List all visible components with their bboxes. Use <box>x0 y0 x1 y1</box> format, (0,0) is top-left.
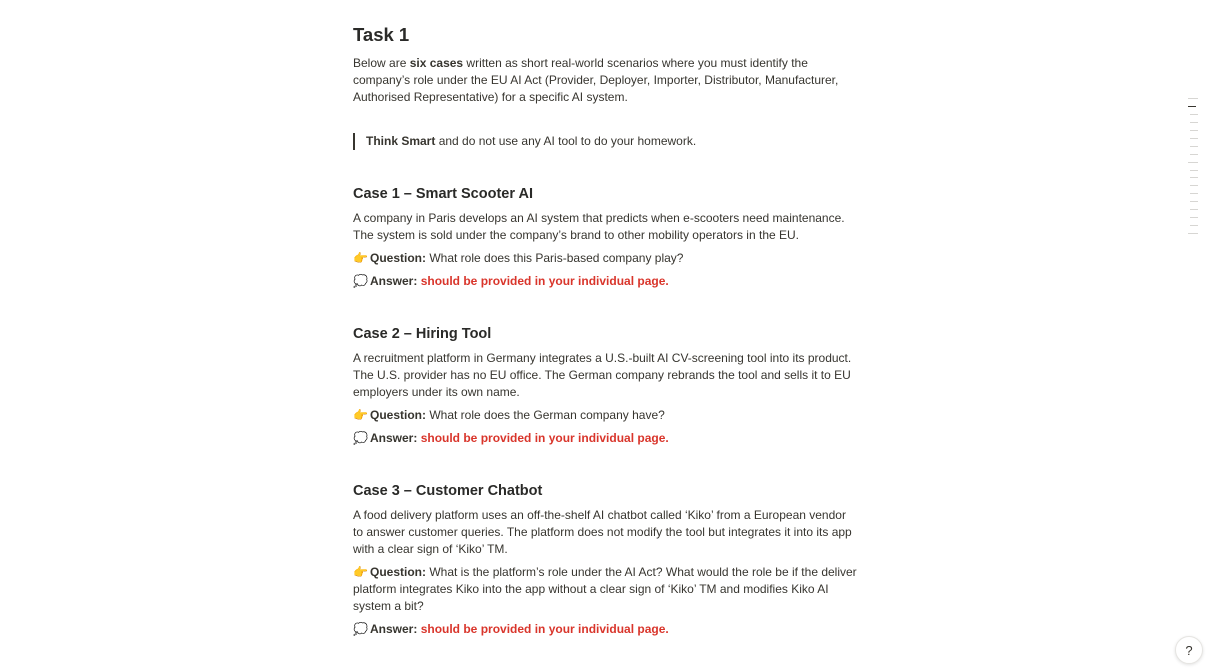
case-answer <box>353 273 858 290</box>
toc-marker[interactable] <box>1190 225 1198 226</box>
answer-label: Answer: <box>370 622 418 636</box>
toc-marker-active[interactable] <box>1188 106 1196 108</box>
case-question <box>353 407 858 424</box>
thought-bubble-icon: 💭 <box>353 622 368 636</box>
case-title: Case 1 – Smart Scooter AI <box>353 186 533 202</box>
question-label: Question: <box>370 408 426 422</box>
case-answer <box>353 430 858 447</box>
case-title: Case 3 – Customer Chatbot <box>353 483 543 499</box>
case-1 <box>353 183 858 290</box>
toc-marker[interactable] <box>1190 170 1198 171</box>
toc-marker[interactable] <box>1190 201 1198 202</box>
toc-marker[interactable] <box>1190 193 1198 194</box>
toc-marker[interactable] <box>1190 122 1198 123</box>
help-button[interactable]: ? <box>1175 636 1203 664</box>
case-description: A company in Paris develops an AI system that predicts when e-scooters need maintenance. The system is sold under the company’s brand to other mobility operators in the EU. <box>353 211 845 242</box>
question-text: What is the platform’s role under the AI Act? What would the role be if the deliver platform integrates Kiko into the app without a clear sign of ‘Kiko’ TM and modifies Kiko AI system a bit? <box>353 565 857 613</box>
toc-marker[interactable] <box>1188 233 1198 234</box>
question-text: What role does the German company have? <box>426 408 665 422</box>
case-description: A recruitment platform in Germany integrates a U.S.-built AI CV-screening tool into its product. The U.S. provider has no EU office. The German company rebrands the tool and sells it to EU employers under its own name. <box>353 351 852 399</box>
toc-marker[interactable] <box>1190 146 1198 147</box>
pointing-hand-icon: 👉 <box>353 565 368 579</box>
pointing-hand-icon: 👉 <box>353 251 368 265</box>
thought-bubble-icon: 💭 <box>353 274 368 288</box>
case-question <box>353 564 858 615</box>
table-of-contents-minimap[interactable] <box>1188 98 1198 241</box>
document-content <box>353 22 858 671</box>
intro-paragraph <box>353 55 858 106</box>
toc-marker[interactable] <box>1190 138 1198 139</box>
thought-bubble-icon: 💭 <box>353 431 368 445</box>
toc-marker[interactable] <box>1190 209 1198 210</box>
answer-text: should be provided in your individual page. <box>420 274 669 288</box>
quote-bold: Think Smart <box>366 134 436 148</box>
answer-text: should be provided in your individual page. <box>420 622 669 636</box>
quote-text: and do not use any AI tool to do your homework. <box>435 134 697 148</box>
answer-label: Answer: <box>370 431 418 445</box>
question-label: Question: <box>370 565 426 579</box>
toc-marker[interactable] <box>1190 217 1198 218</box>
toc-marker[interactable] <box>1190 177 1198 178</box>
toc-marker[interactable] <box>1188 98 1198 99</box>
case-3 <box>353 480 858 638</box>
toc-marker[interactable] <box>1190 154 1198 155</box>
intro-bold: six cases <box>409 56 464 70</box>
intro-suffix: written as short real-world scenarios where you must identify the company’s role under the EU AI Act (Provider, Deployer, Importer, Distributor, Manufacturer, Authorised Representative) for a specific AI system. <box>353 56 839 104</box>
question-label: Question: <box>370 251 426 265</box>
case-description: A food delivery platform uses an off-the-shelf AI chatbot called ‘Kiko’ from a European vendor to answer customer queries. The platform does not modify the tool but integrates it into its app with a clear sign of ‘Kiko’ TM. <box>353 508 852 556</box>
answer-text: should be provided in your individual page. <box>420 431 669 445</box>
case-2 <box>353 323 858 447</box>
answer-label: Answer: <box>370 274 418 288</box>
toc-marker[interactable] <box>1188 162 1198 163</box>
case-question <box>353 250 858 267</box>
page-title: Task 1 <box>353 24 410 45</box>
question-text: What role does this Paris-based company play? <box>426 251 684 265</box>
toc-marker[interactable] <box>1190 185 1198 186</box>
toc-marker[interactable] <box>1190 114 1198 115</box>
case-title: Case 2 – Hiring Tool <box>353 326 492 342</box>
pointing-hand-icon: 👉 <box>353 408 368 422</box>
callout-quote <box>353 133 858 150</box>
intro-prefix: Below are <box>353 56 410 70</box>
toc-marker[interactable] <box>1190 130 1198 131</box>
case-answer <box>353 621 858 638</box>
